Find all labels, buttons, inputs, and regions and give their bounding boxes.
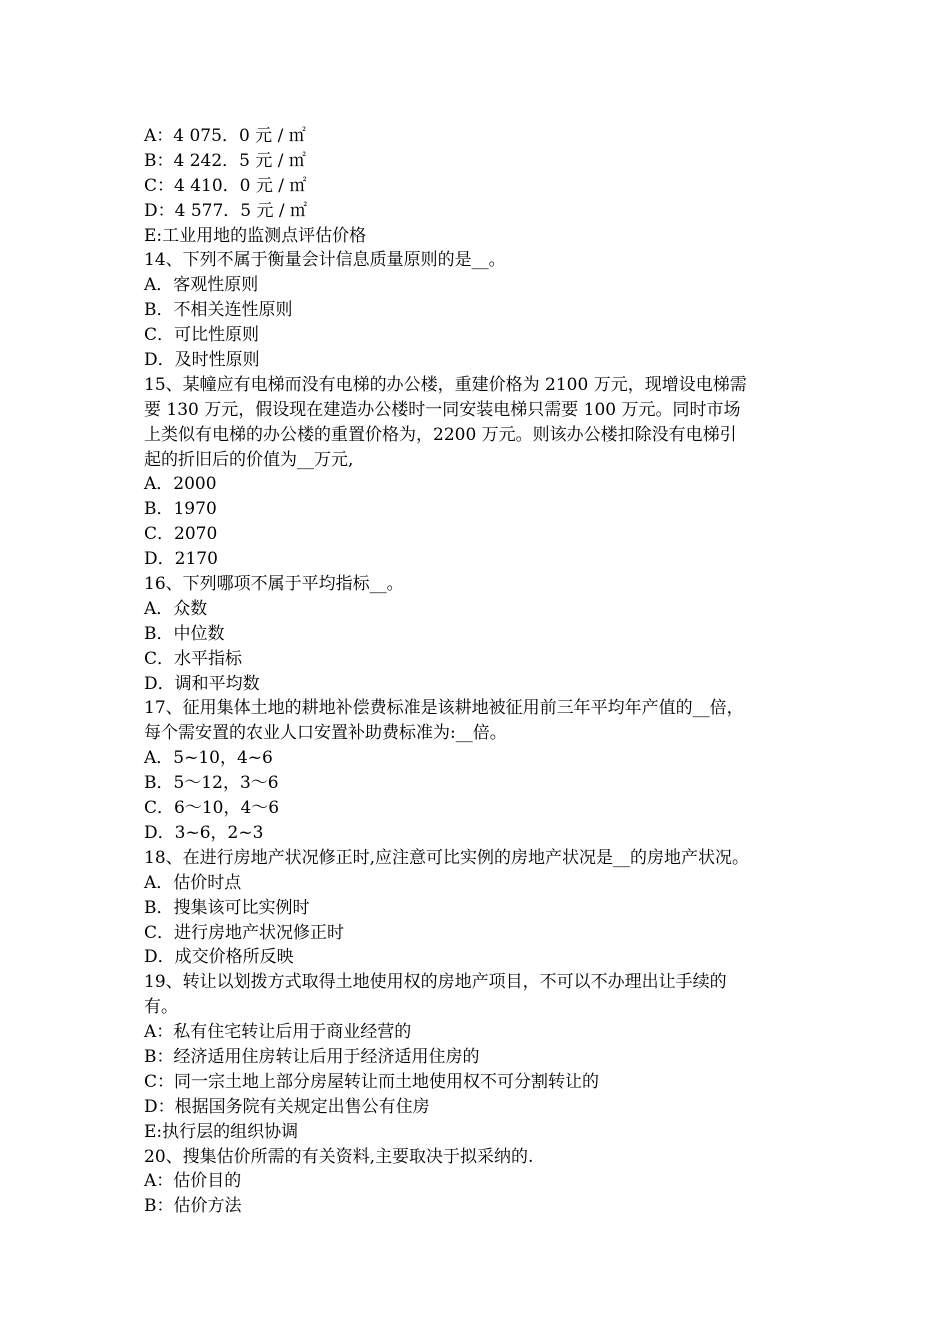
option-line: B．中位数 bbox=[144, 623, 225, 644]
option-line: B．5～12，3～6 bbox=[144, 773, 279, 794]
question-line: 每个需安置的农业人口安置补助费标准为:__倍。 bbox=[144, 723, 507, 744]
option-line: A：4 075．0 元 / ㎡ bbox=[144, 126, 306, 146]
option-line: B．不相关连性原则 bbox=[144, 300, 293, 321]
question-line: 起的折旧后的价值为__万元, bbox=[144, 449, 354, 470]
question-line: 20、搜集估价所需的有关资料,主要取决于拟采纳的. bbox=[144, 1146, 534, 1167]
option-line: D．调和平均数 bbox=[144, 673, 260, 694]
option-line: C．2070 bbox=[144, 524, 218, 545]
option-line: E:执行层的组织协调 bbox=[144, 1121, 299, 1142]
option-line: B：4 242．5 元 / ㎡ bbox=[144, 150, 306, 171]
option-line: D．成交价格所反映 bbox=[144, 947, 294, 968]
question-line: 15、某幢应有电梯而没有电梯的办公楼，重建价格为 2100 万元，现增设电梯需 bbox=[144, 374, 747, 395]
question-line: 17、征用集体土地的耕地补偿费标准是该耕地被征用前三年平均年产值的__倍， bbox=[144, 698, 744, 719]
question-line: 14、下列不属于衡量会计信息质量原则的是__。 bbox=[144, 250, 506, 271]
option-line: D．及时性原则 bbox=[144, 350, 260, 371]
question-line: 18、在进行房地产状况修正时,应注意可比实例的房地产状况是__的房地产状况。 bbox=[144, 847, 750, 868]
option-line: A：估价目的 bbox=[144, 1171, 242, 1192]
option-line: D．3~6，2~3 bbox=[144, 822, 264, 843]
option-line: A．估价时点 bbox=[144, 872, 242, 893]
option-line: A：私有住宅转让后用于商业经营的 bbox=[144, 1022, 412, 1043]
option-line: C：同一宗土地上部分房屋转让而土地使用权不可分割转让的 bbox=[144, 1071, 600, 1092]
option-line: A．客观性原则 bbox=[144, 275, 259, 296]
option-line: A．5~10，4~6 bbox=[144, 748, 273, 769]
option-line: D．2170 bbox=[144, 549, 218, 570]
option-line: C：4 410．0 元 / ㎡ bbox=[144, 175, 307, 196]
option-line: C．进行房地产状况修正时 bbox=[144, 922, 345, 943]
option-line: C．6～10，4～6 bbox=[144, 798, 280, 819]
question-line: 19、转让以划拨方式取得土地使用权的房地产项目，不可以不办理出让手续的 bbox=[144, 972, 727, 993]
question-line: 16、下列哪项不属于平均指标__。 bbox=[144, 574, 404, 595]
option-line: A．2000 bbox=[144, 474, 217, 495]
option-line: B．1970 bbox=[144, 499, 217, 520]
document-body bbox=[144, 124, 814, 1219]
question-line: 有。 bbox=[144, 997, 178, 1018]
option-line: C．可比性原则 bbox=[144, 325, 260, 346]
option-line: C．水平指标 bbox=[144, 648, 243, 669]
option-line: A．众数 bbox=[144, 598, 208, 619]
option-line: E:工业用地的监测点评估价格 bbox=[144, 225, 367, 246]
option-line: B：估价方法 bbox=[144, 1196, 242, 1217]
question-line: 上类似有电梯的办公楼的重置价格为，2200 万元。则该办公楼扣除没有电梯引 bbox=[144, 424, 737, 445]
option-line: B：经济适用住房转让后用于经济适用住房的 bbox=[144, 1046, 480, 1067]
option-line: D：4 577．5 元 / ㎡ bbox=[144, 200, 308, 221]
question-line: 要 130 万元，假设现在建造办公楼时一同安装电梯只需要 100 万元。同时市场 bbox=[144, 399, 741, 420]
option-line: D：根据国务院有关规定出售公有住房 bbox=[144, 1096, 430, 1117]
option-line: B．搜集该可比实例时 bbox=[144, 897, 310, 918]
